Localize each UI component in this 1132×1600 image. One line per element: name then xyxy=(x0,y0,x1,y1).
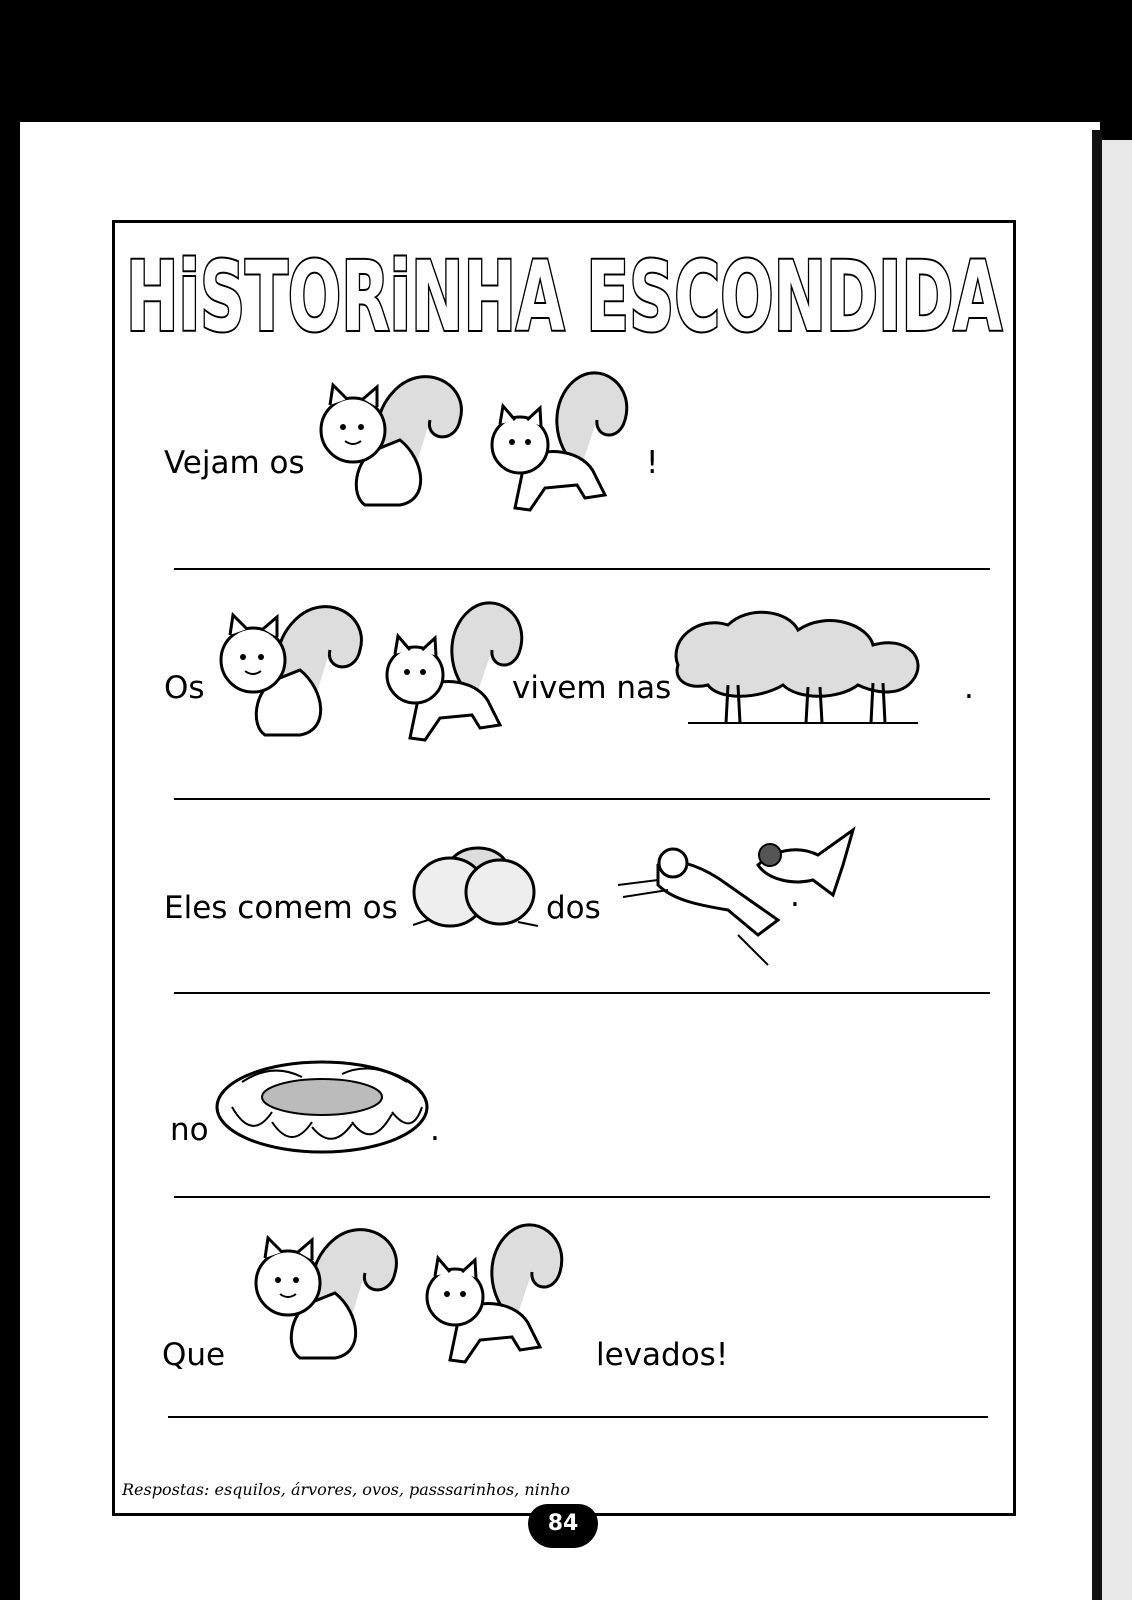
answer-line-5 xyxy=(168,1416,988,1418)
squirrel-sitting-icon xyxy=(205,595,375,750)
answer-line-2 xyxy=(174,798,990,800)
sentence-2-start: Os xyxy=(164,670,205,706)
sentence-3-end: . xyxy=(790,878,800,914)
sentence-2-end: . xyxy=(964,670,974,706)
sentence-5-end: levados! xyxy=(596,1337,729,1373)
page-number: 84 xyxy=(528,1504,598,1548)
answers-note: Respostas: esquilos, árvores, ovos, passsarinhos, ninho xyxy=(122,1480,570,1499)
page-edge xyxy=(1092,130,1102,1600)
sentence-4-start: no xyxy=(170,1112,209,1148)
answer-line-1 xyxy=(174,568,990,570)
squirrel-walking-icon xyxy=(485,360,635,520)
sentence-1-end: ! xyxy=(646,445,659,481)
sentence-1-start: Vejam os xyxy=(164,445,305,481)
sentence-5-start: Que xyxy=(162,1337,226,1373)
answer-line-4 xyxy=(174,1196,990,1198)
eggs-icon xyxy=(408,840,543,935)
sentence-3-middle: dos xyxy=(546,890,601,926)
squirrel-sitting-icon xyxy=(305,365,475,520)
sentence-4-end: . xyxy=(430,1112,440,1148)
squirrel-walking-icon xyxy=(380,590,530,750)
squirrel-sitting-icon xyxy=(240,1218,410,1373)
page-edge-shadow xyxy=(1100,140,1132,1600)
birds-icon xyxy=(618,825,858,970)
sentence-3-start: Eles comem os xyxy=(164,890,398,926)
page-title: HiSTORiNHA ESCONDIDA xyxy=(126,241,1002,353)
sentence-2-middle: vivem nas xyxy=(512,670,672,706)
answer-line-3 xyxy=(174,992,990,994)
nest-icon xyxy=(212,1052,432,1157)
trees-icon xyxy=(668,605,928,730)
squirrel-walking-icon xyxy=(420,1212,570,1372)
title-lettering xyxy=(118,226,1010,354)
